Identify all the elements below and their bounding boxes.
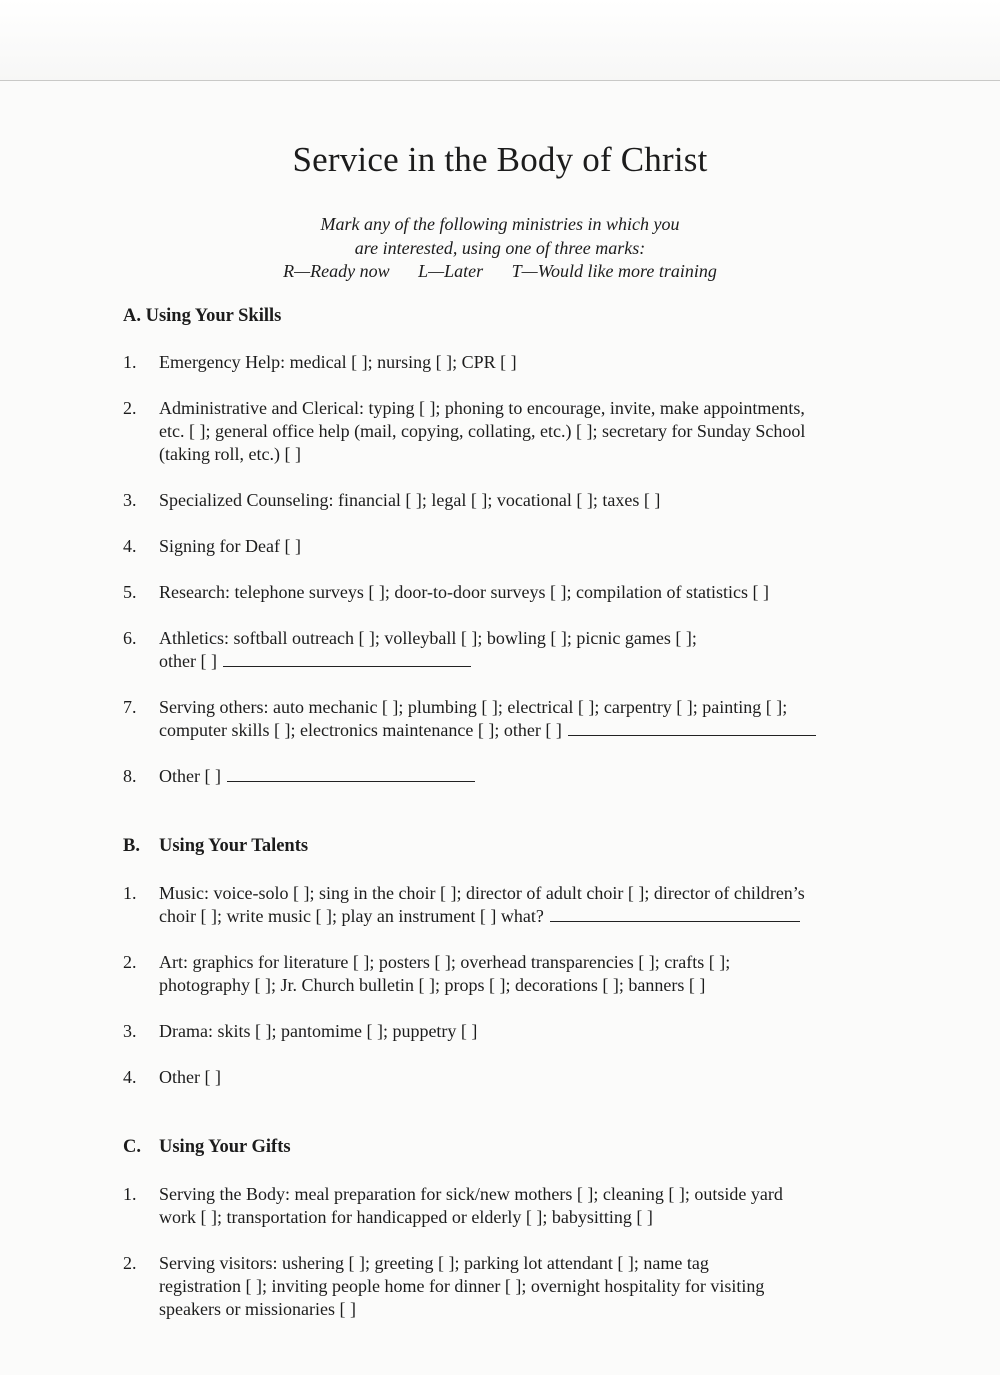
scan-edge-line [0, 80, 1000, 81]
mark-later: L—Later [418, 261, 484, 281]
document-page: Service in the Body of Christ Mark any of the following ministries in which you are interested, using one of three marks: R—Ready now L—Later T—Would like more training A. Using Your Skills 1. Emergency Help: medical [ ]; nursing [ ]; CPR [ ] 2. Administrative and Clerical: typing [ ]; phoning to encourage, invite, make appointments, etc. [ ]; general office help (mail, copying, collating, etc.) [ ]; secretary for Sunday School (taking roll, etc.) [ ] 3. Specialized Counseling: financial [ ]; legal [ ]; vocational [ ]; taxes [ ] 4. Signing for Deaf [ ] 5. Research: telephone surveys [ ]; door-to-door surveys [ ]; compilation of statistics [ ] 6. Athletics: softball outreach [ ]; volleyball [ ]; bowling [ ]; picnic games [ ]; other [ ] 7. Serving others: auto mechanic [ ]; plumbing [ ]; electrical [ ]; carpentry [ ]; painting [ ]; computer skills [ ]; electronics maintenance [ ]; other [ ] 8. Other [ ] B. Using Your Talents 1. Music: voice-solo [ ]; sing in the choir [ ]; director of adult choir [ ]; director of children’s choir [ ]; write music [ ]; play an instrument [ ] what? 2. Art: graphics for literature [ ]; posters [ ]; overhead transparencies [ ]; crafts [ ]; photography [ ]; Jr. Church bulletin [ ]; props [ ]; decorations [ ]; banners [ ] 3. Drama: skits [ ]; pantomime [ ]; puppetry [ ] 4. Other [ ] C. Using Your Gifts 1. Serving the Body: meal preparation for sick/new mothers [ ]; cleaning [ ]; outside yard work [ ]; transportation for handicapped or elderly [ ]; babysitting [ ] 2. Serving visitors: ushering [ ]; greeting [ ]; parking lot attendant [ ]; name tag registration [ ]; inviting people home for dinner [ ]; overnight hospitality for visiting speakers or missionaries [ ] [0, 0, 1000, 1375]
section-c-heading: C. Using Your Gifts [123, 1137, 291, 1157]
instructions-line-2: are interested, using one of three marks: [354, 237, 646, 258]
mark-legend [0, 260, 1000, 284]
page-title: Service in the Body of Christ [292, 140, 708, 179]
section-b-heading: B. Using Your Talents [123, 836, 309, 856]
write-in-blank[interactable] [568, 720, 816, 736]
write-in-blank[interactable] [223, 651, 471, 667]
mark-ready-now: R—Ready now [283, 261, 390, 281]
instructions [0, 213, 1000, 284]
write-in-blank[interactable] [550, 906, 800, 922]
instructions-line-1: Mark any of the following ministries in which you [320, 214, 680, 234]
scan-top-margin [0, 0, 1000, 80]
write-in-blank[interactable] [227, 766, 475, 782]
mark-more-training: T—Would like more training [511, 261, 717, 281]
section-a-heading: A. Using Your Skills [123, 306, 282, 326]
